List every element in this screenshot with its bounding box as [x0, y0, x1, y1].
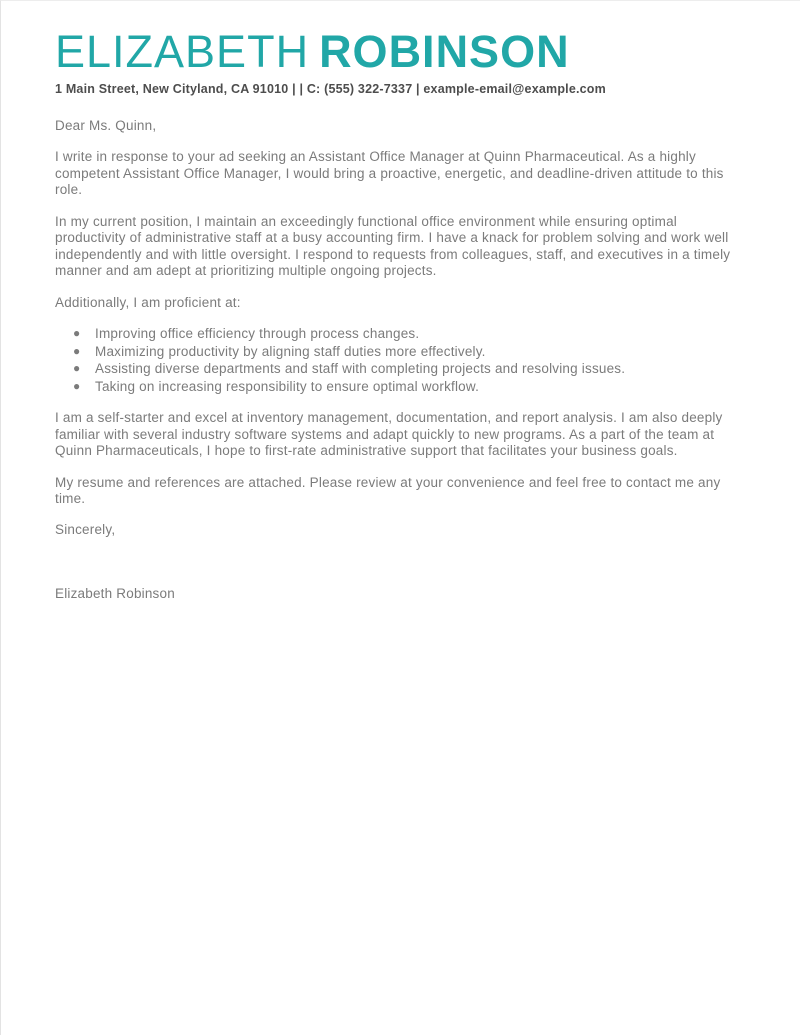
list-item	[73, 379, 746, 395]
applicant-last-name: ROBINSON	[319, 26, 570, 77]
paragraph-resume-attached: My resume and references are attached. Please review at your convenience and feel free to contact me any time.	[55, 474, 721, 506]
bullet-icon: ●	[73, 343, 81, 358]
list-item	[73, 361, 746, 377]
paragraph-intro: I write in response to your ad seeking an Assistant Office Manager at Quinn Pharmaceutical. As a highly competent Assistant Office Manager, I would bring a proactive, energetic, and deadline-driven attitude to this role.	[55, 149, 724, 198]
applicant-name-heading	[55, 26, 746, 77]
bullets-intro: Additionally, I am proficient at:	[55, 294, 241, 310]
list-item-text: Taking on increasing responsibility to ensure optimal workflow.	[95, 378, 480, 394]
bullet-icon: ●	[73, 361, 81, 376]
proficiency-list	[55, 326, 746, 395]
list-item-text: Assisting diverse departments and staff with completing projects and resolving issues.	[95, 361, 626, 377]
list-item-text: Improving office efficiency through process changes.	[95, 326, 420, 342]
signature-name: Elizabeth Robinson	[55, 585, 175, 601]
list-item-text: Maximizing productivity by aligning staff duties more effectively.	[95, 343, 486, 359]
page-content	[1, 1, 800, 602]
salutation: Dear Ms. Quinn,	[55, 118, 157, 133]
list-item	[73, 326, 746, 342]
closing: Sincerely,	[55, 522, 116, 538]
applicant-first-name: ELIZABETH	[55, 26, 310, 77]
paragraph-current-position: In my current position, I maintain an exceedingly functional office environment while ensuring optimal productivity of administrative staff at a busy accounting firm. I have a knack for problem solving and work well independently and with little oversight. I respond to requests from colleagues, staff, and executives in a timely manner and am adept at prioritizing multiple ongoing projects.	[55, 213, 731, 279]
list-item	[73, 344, 746, 360]
contact-info-line: 1 Main Street, New Cityland, CA 91010 | | C: (555) 322-7337 | example-email@example.com	[55, 82, 606, 96]
letter-body	[55, 118, 746, 602]
paragraph-skills: I am a self-starter and excel at inventory management, documentation, and report analysis. I am also deeply familiar with several industry software systems and adapt quickly to new programs. As a part of the team at Quinn Pharmaceuticals, I hope to first-rate administrative support that facilitates your business goals.	[55, 410, 723, 459]
bullet-icon: ●	[73, 378, 81, 393]
bullet-icon: ●	[73, 326, 81, 341]
